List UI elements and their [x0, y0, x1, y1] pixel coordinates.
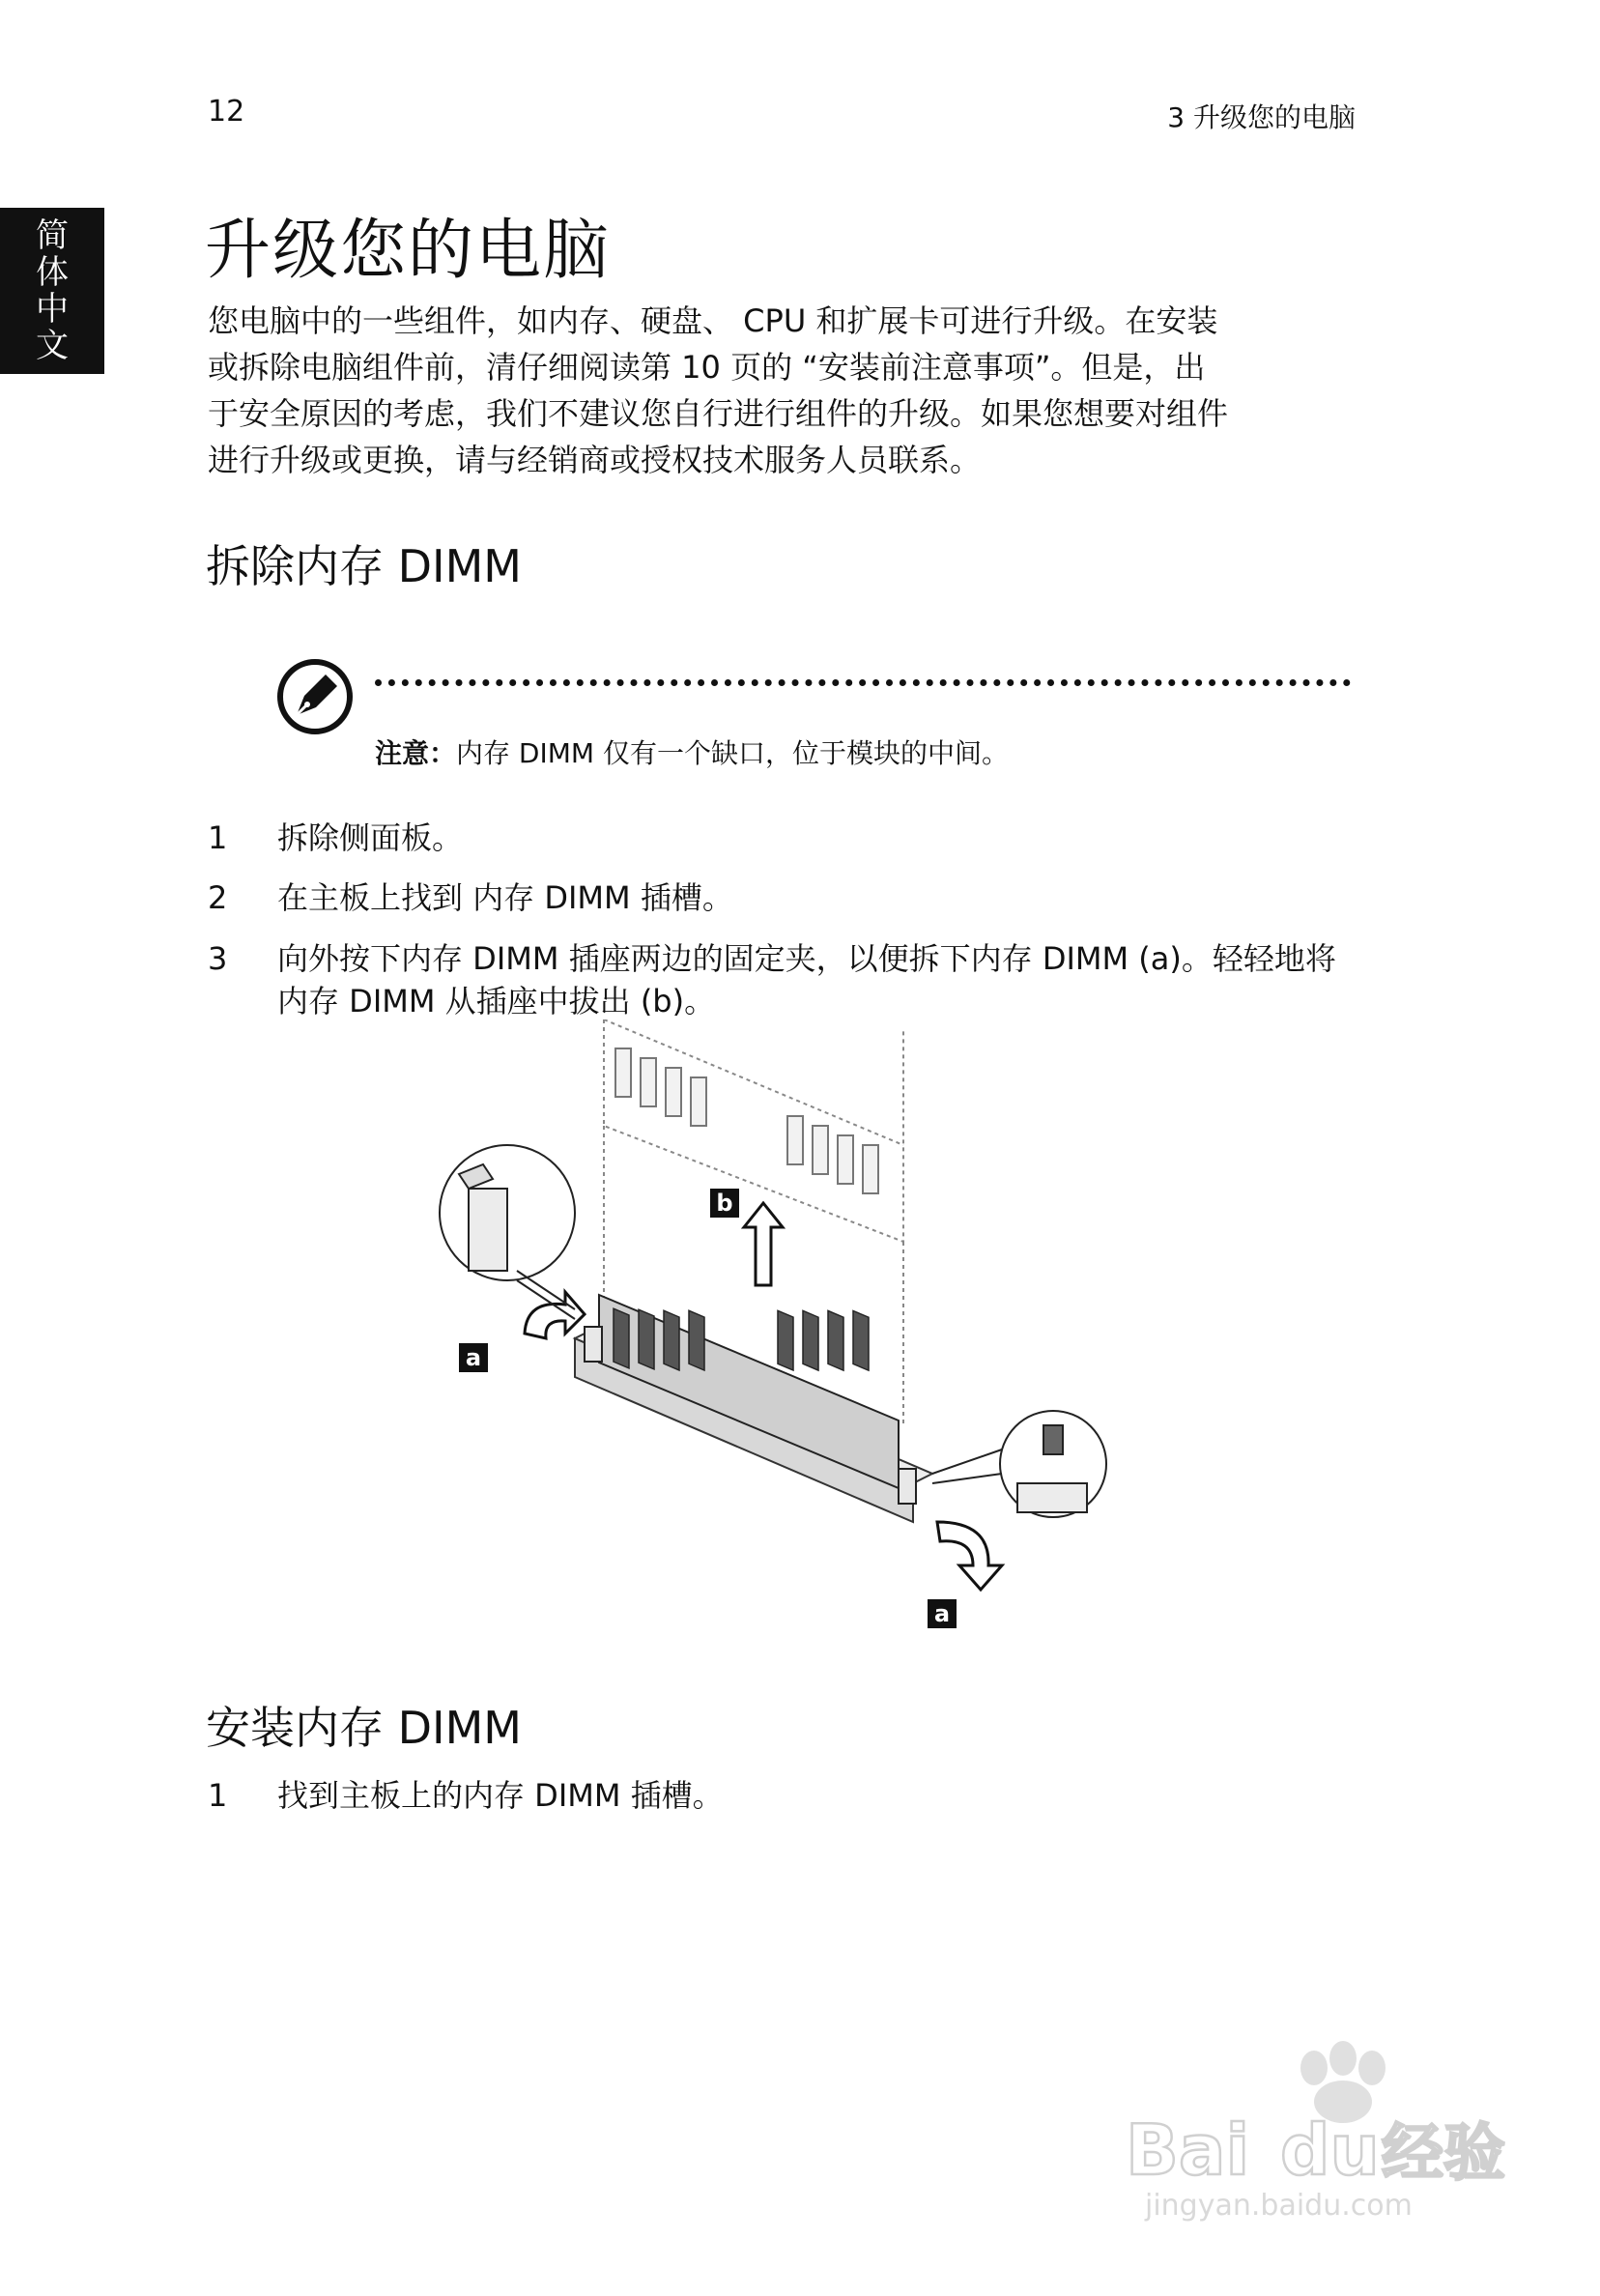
language-tab-char: 体 [36, 253, 69, 292]
intro-line: 您电脑中的一些组件，如内存、硬盘、 CPU 和扩展卡可进行升级。在安装 [208, 302, 1218, 339]
step-number: 3 [208, 940, 228, 977]
baidu-jingyan-watermark [1116, 2029, 1522, 2223]
intro-line: 或拆除电脑组件前，清仔细阅读第 10 页的 “安装前注意事项”。但是，出 [208, 349, 1206, 386]
note-divider [375, 679, 1351, 686]
watermark-brand-du: du [1280, 2109, 1380, 2191]
label-b: b [716, 1190, 733, 1217]
step-number: 2 [208, 879, 228, 916]
step-text: 找到主板上的内存 DIMM 插槽。 [277, 1777, 724, 1814]
intro-line: 进行升级或更换，请与经销商或授权技术服务人员联系。 [208, 442, 982, 478]
page-title: 升级您的电脑 [205, 213, 612, 289]
step-number: 1 [208, 819, 228, 856]
pen-note-icon [275, 657, 355, 736]
watermark-brand-cn: 经验 [1382, 2118, 1505, 2190]
page-number: 12 [208, 95, 245, 129]
running-header: 3 升级您的电脑 [1167, 101, 1356, 133]
language-tab-char: 简 [36, 216, 69, 255]
dimm-removal-figure [411, 1019, 1145, 1638]
note-label: 注意： [375, 737, 457, 769]
step-text: 拆除侧面板。 [277, 819, 464, 856]
language-tab-char: 文 [36, 327, 69, 365]
note-text: 内存 DIMM 仅有一个缺口，位于模块的中间。 [456, 737, 1009, 769]
note [375, 732, 1009, 771]
step-text: 向外按下内存 DIMM 插座两边的固定夹，以便拆下内存 DIMM (a)。轻轻地将内存 DIMM 从插座中拔出 (b)。 [277, 940, 1336, 1019]
language-tab [0, 208, 104, 374]
label-a-left: a [465, 1344, 482, 1371]
list-item [208, 817, 1357, 859]
language-tab-char: 中 [36, 290, 69, 329]
intro-line: 于安全原因的考虑，我们不建议您自行进行组件的升级。如果您想要对组件 [208, 395, 1229, 432]
step-number: 1 [208, 1777, 228, 1814]
step-text: 在主板上找到 内存 DIMM 插槽。 [277, 879, 733, 916]
section-heading-remove: 拆除内存 DIMM [206, 540, 522, 592]
watermark-url: jingyan.baidu.com [1145, 2189, 1413, 2223]
list-item [208, 876, 1357, 919]
label-a-right: a [933, 1600, 951, 1627]
list-item [208, 1774, 1357, 1817]
list-item [208, 937, 1357, 1022]
intro-paragraph [208, 298, 1357, 483]
watermark-brand: Bai [1126, 2109, 1250, 2191]
section-heading-install: 安装内存 DIMM [206, 1702, 522, 1754]
